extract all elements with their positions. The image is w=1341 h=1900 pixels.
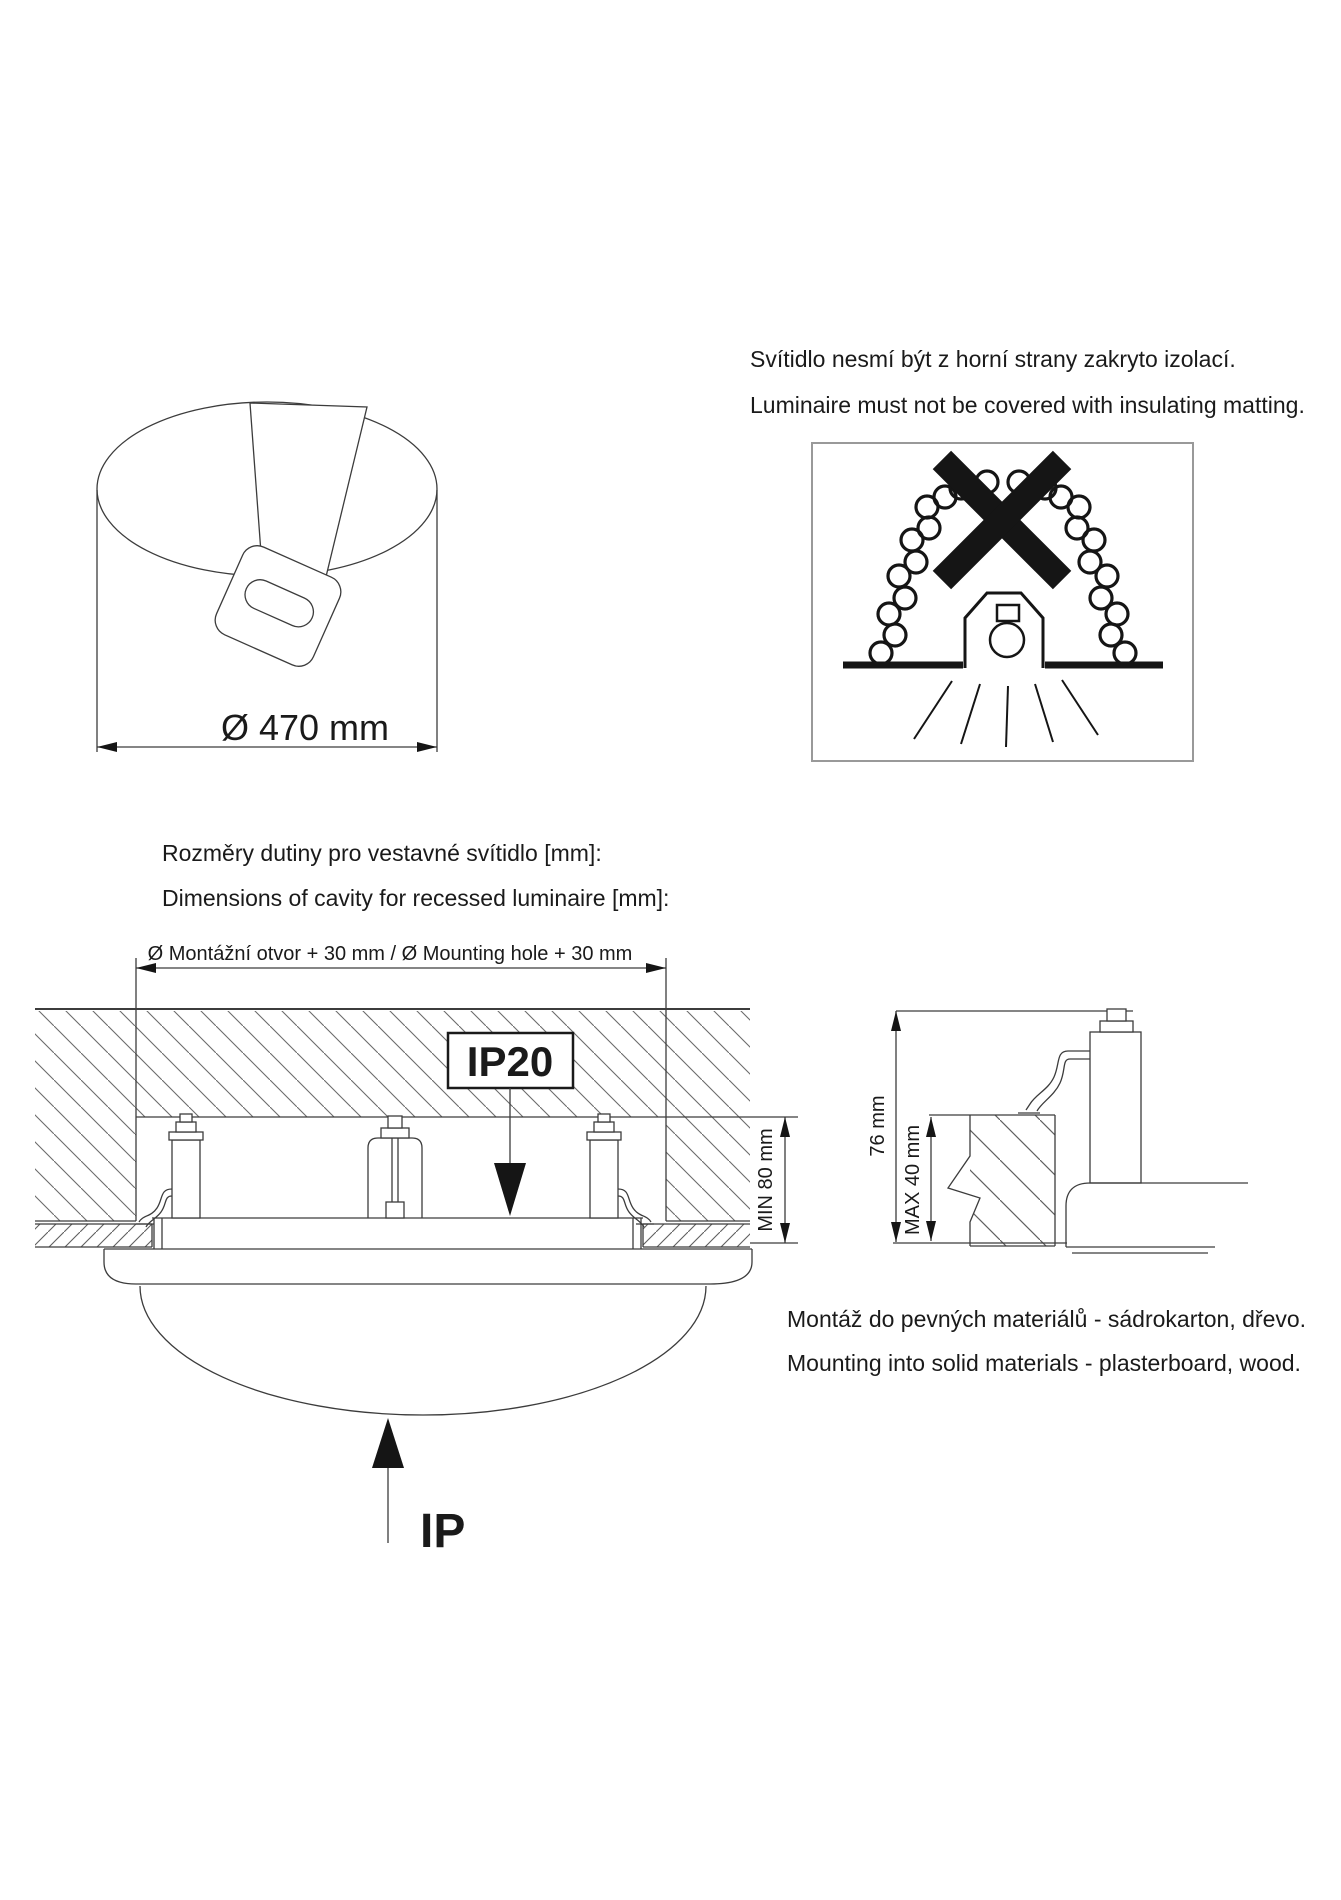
insulation-warning <box>750 346 1305 761</box>
light-rays <box>914 680 1098 747</box>
board-hatch <box>970 1115 1055 1246</box>
warning-text-en: Luminaire must not be covered with insulating matting. <box>750 392 1305 418</box>
board-hatch-right <box>643 1224 750 1247</box>
mounting-post-right <box>587 1114 654 1227</box>
center-bracket <box>368 1116 422 1218</box>
bulb-symbol <box>990 623 1024 657</box>
height-label: 76 mm <box>867 1095 889 1157</box>
max-board-dimension <box>902 1117 936 1241</box>
side-detail-diagram <box>867 1009 1248 1253</box>
hole-cutting-diagram <box>97 402 437 752</box>
min-depth-label: MIN 80 mm <box>755 1128 777 1232</box>
glass-dome <box>140 1286 706 1415</box>
mounting-note <box>787 1306 1306 1376</box>
lamp-holder-symbol <box>997 605 1019 621</box>
mounting-text-cs: Montáž do pevných materiálů - sádrokarton, dřevo. <box>787 1306 1307 1332</box>
prohibition-x-icon <box>933 451 1072 590</box>
luminaire-symbol <box>843 593 1163 747</box>
warning-text-cs: Svítidlo nesmí být z horní strany zakryto izolací. <box>750 346 1236 372</box>
mounting-text-en: Mounting into solid materials - plasterboard, wood. <box>787 1350 1301 1376</box>
ip20-label: IP20 <box>466 1038 554 1085</box>
cavity-text-en: Dimensions of cavity for recessed luminaire [mm]: <box>162 885 670 911</box>
ip-pointer-arrow <box>372 1418 404 1468</box>
ceiling-hatch-right <box>666 1011 750 1221</box>
hole-diameter-dimension <box>97 707 437 752</box>
trim-ring <box>104 1249 752 1284</box>
dim-arrow-left <box>97 742 117 752</box>
cavity-text-cs: Rozměry dutiny pro vestavné svítidlo [mm]: <box>162 840 602 866</box>
ip-callout <box>372 1418 465 1558</box>
mounting-hole-dimension <box>136 943 666 973</box>
min-depth-dimension <box>750 1117 798 1243</box>
ip20-callout <box>448 1033 573 1216</box>
ip20-pointer-arrow <box>494 1163 526 1216</box>
mounting-post-left <box>136 1114 203 1227</box>
mounting-hole-label: Ø Montážní otvor + 30 mm / Ø Mounting hole + 30 mm <box>147 943 633 965</box>
detail-spring-clip <box>1026 1051 1090 1110</box>
cavity-note <box>162 840 669 911</box>
ceiling-hatch-left <box>35 1011 136 1221</box>
cross-section-diagram <box>35 943 798 1558</box>
ceiling-hatch-top <box>136 1011 666 1117</box>
ip-label: IP <box>420 1505 466 1558</box>
max-board-label: MAX 40 mm <box>902 1124 924 1236</box>
board-hatch-left <box>35 1224 152 1247</box>
hole-diameter-label: Ø 470 mm <box>220 707 390 748</box>
detail-luminaire-edge <box>1066 1183 1248 1253</box>
dim-arrow-right <box>417 742 437 752</box>
